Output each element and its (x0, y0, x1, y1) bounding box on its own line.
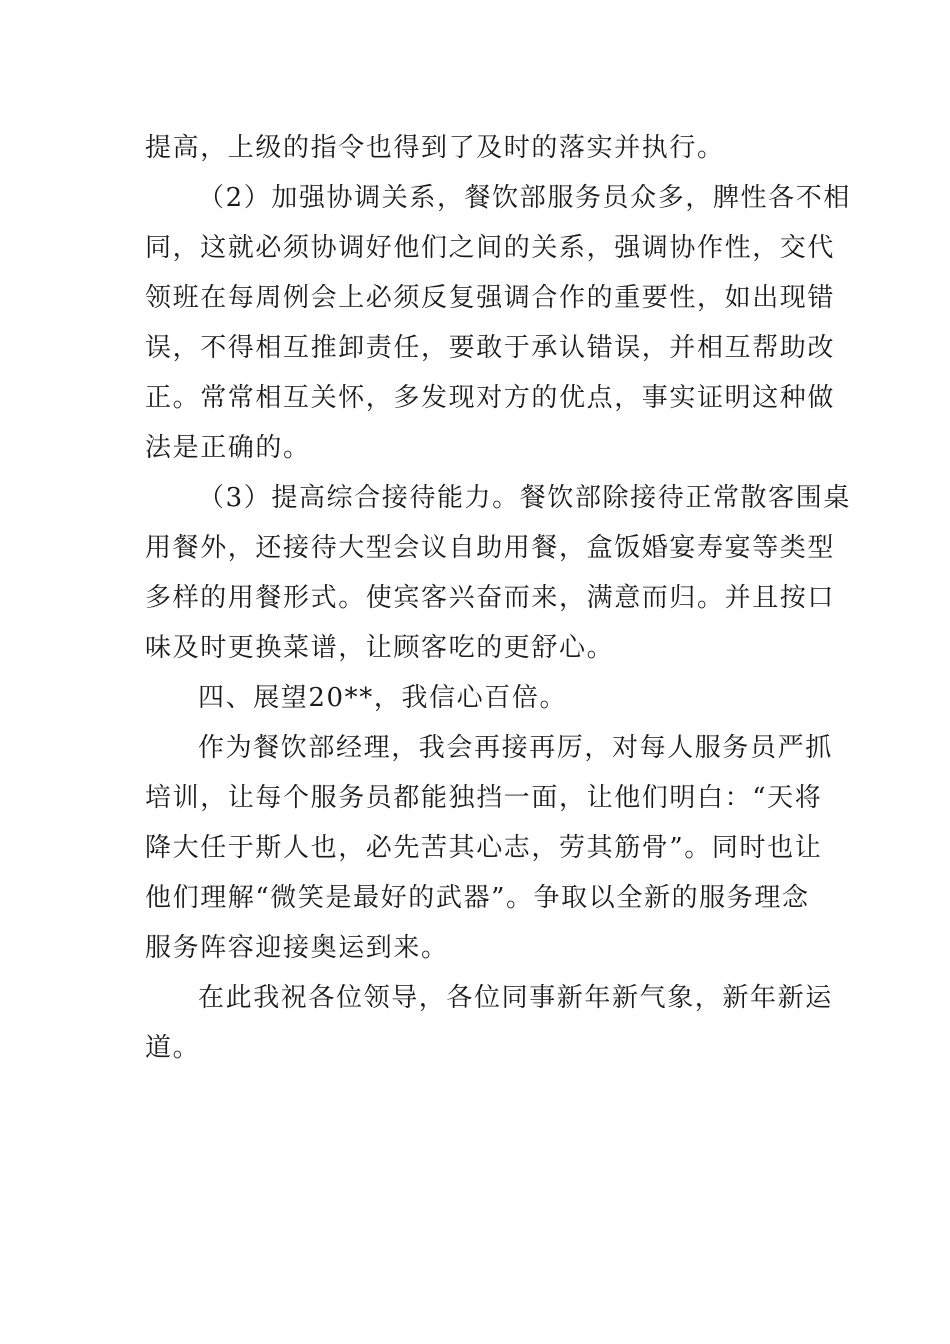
text-line: 领班在每周例会上必须反复强调合作的重要性，如出现错 (145, 283, 836, 313)
text-line: 多样的用餐形式。使宾客兴奋而来，满意而归。并且按口 (145, 583, 836, 613)
text-line: 正。常常相互关怀，多发现对方的优点，事实证明这种做 (145, 383, 836, 413)
text-line: 在此我祝各位领导，各位同事新年新气象，新年新运 (198, 983, 833, 1013)
text-line: 同，这就必须协调好他们之间的关系，强调协作性，交代 (145, 233, 836, 263)
text-line: 味及时更换菜谱，让顾客吃的更舒心。 (145, 633, 615, 663)
text-line: 作为餐饮部经理，我会再接再厉，对每人服务员严抓 (198, 733, 833, 763)
text-line: 误，不得相互推卸责任，要敢于承认错误，并相互帮助改 (145, 333, 836, 363)
text-line: 法是正确的。 (145, 433, 311, 463)
text-line: 他们理解“微笑是最好的武器”。争取以全新的服务理念 (145, 883, 810, 913)
section-heading: 四、展望20**，我信心百倍。 (198, 683, 568, 713)
text-line: 降大任于斯人也，必先苦其心志，劳其筋骨”。同时也让 (145, 833, 823, 863)
text-line: 提高，上级的指令也得到了及时的落实并执行。 (145, 133, 725, 163)
text-line: 用餐外，还接待大型会议自助用餐，盒饭婚宴寿宴等类型 (145, 533, 836, 563)
text-line: （3）提高综合接待能力。餐饮部除接待正常散客围桌 (198, 483, 851, 513)
text-line: 培训，让每个服务员都能独挡一面，让他们明白：“天将 (145, 783, 823, 813)
text-line: 道。 (145, 1033, 201, 1063)
text-line: 服务阵容迎接奥运到来。 (145, 933, 449, 963)
text-line: （2）加强协调关系，餐饮部服务员众多，脾性各不相 (198, 183, 851, 213)
